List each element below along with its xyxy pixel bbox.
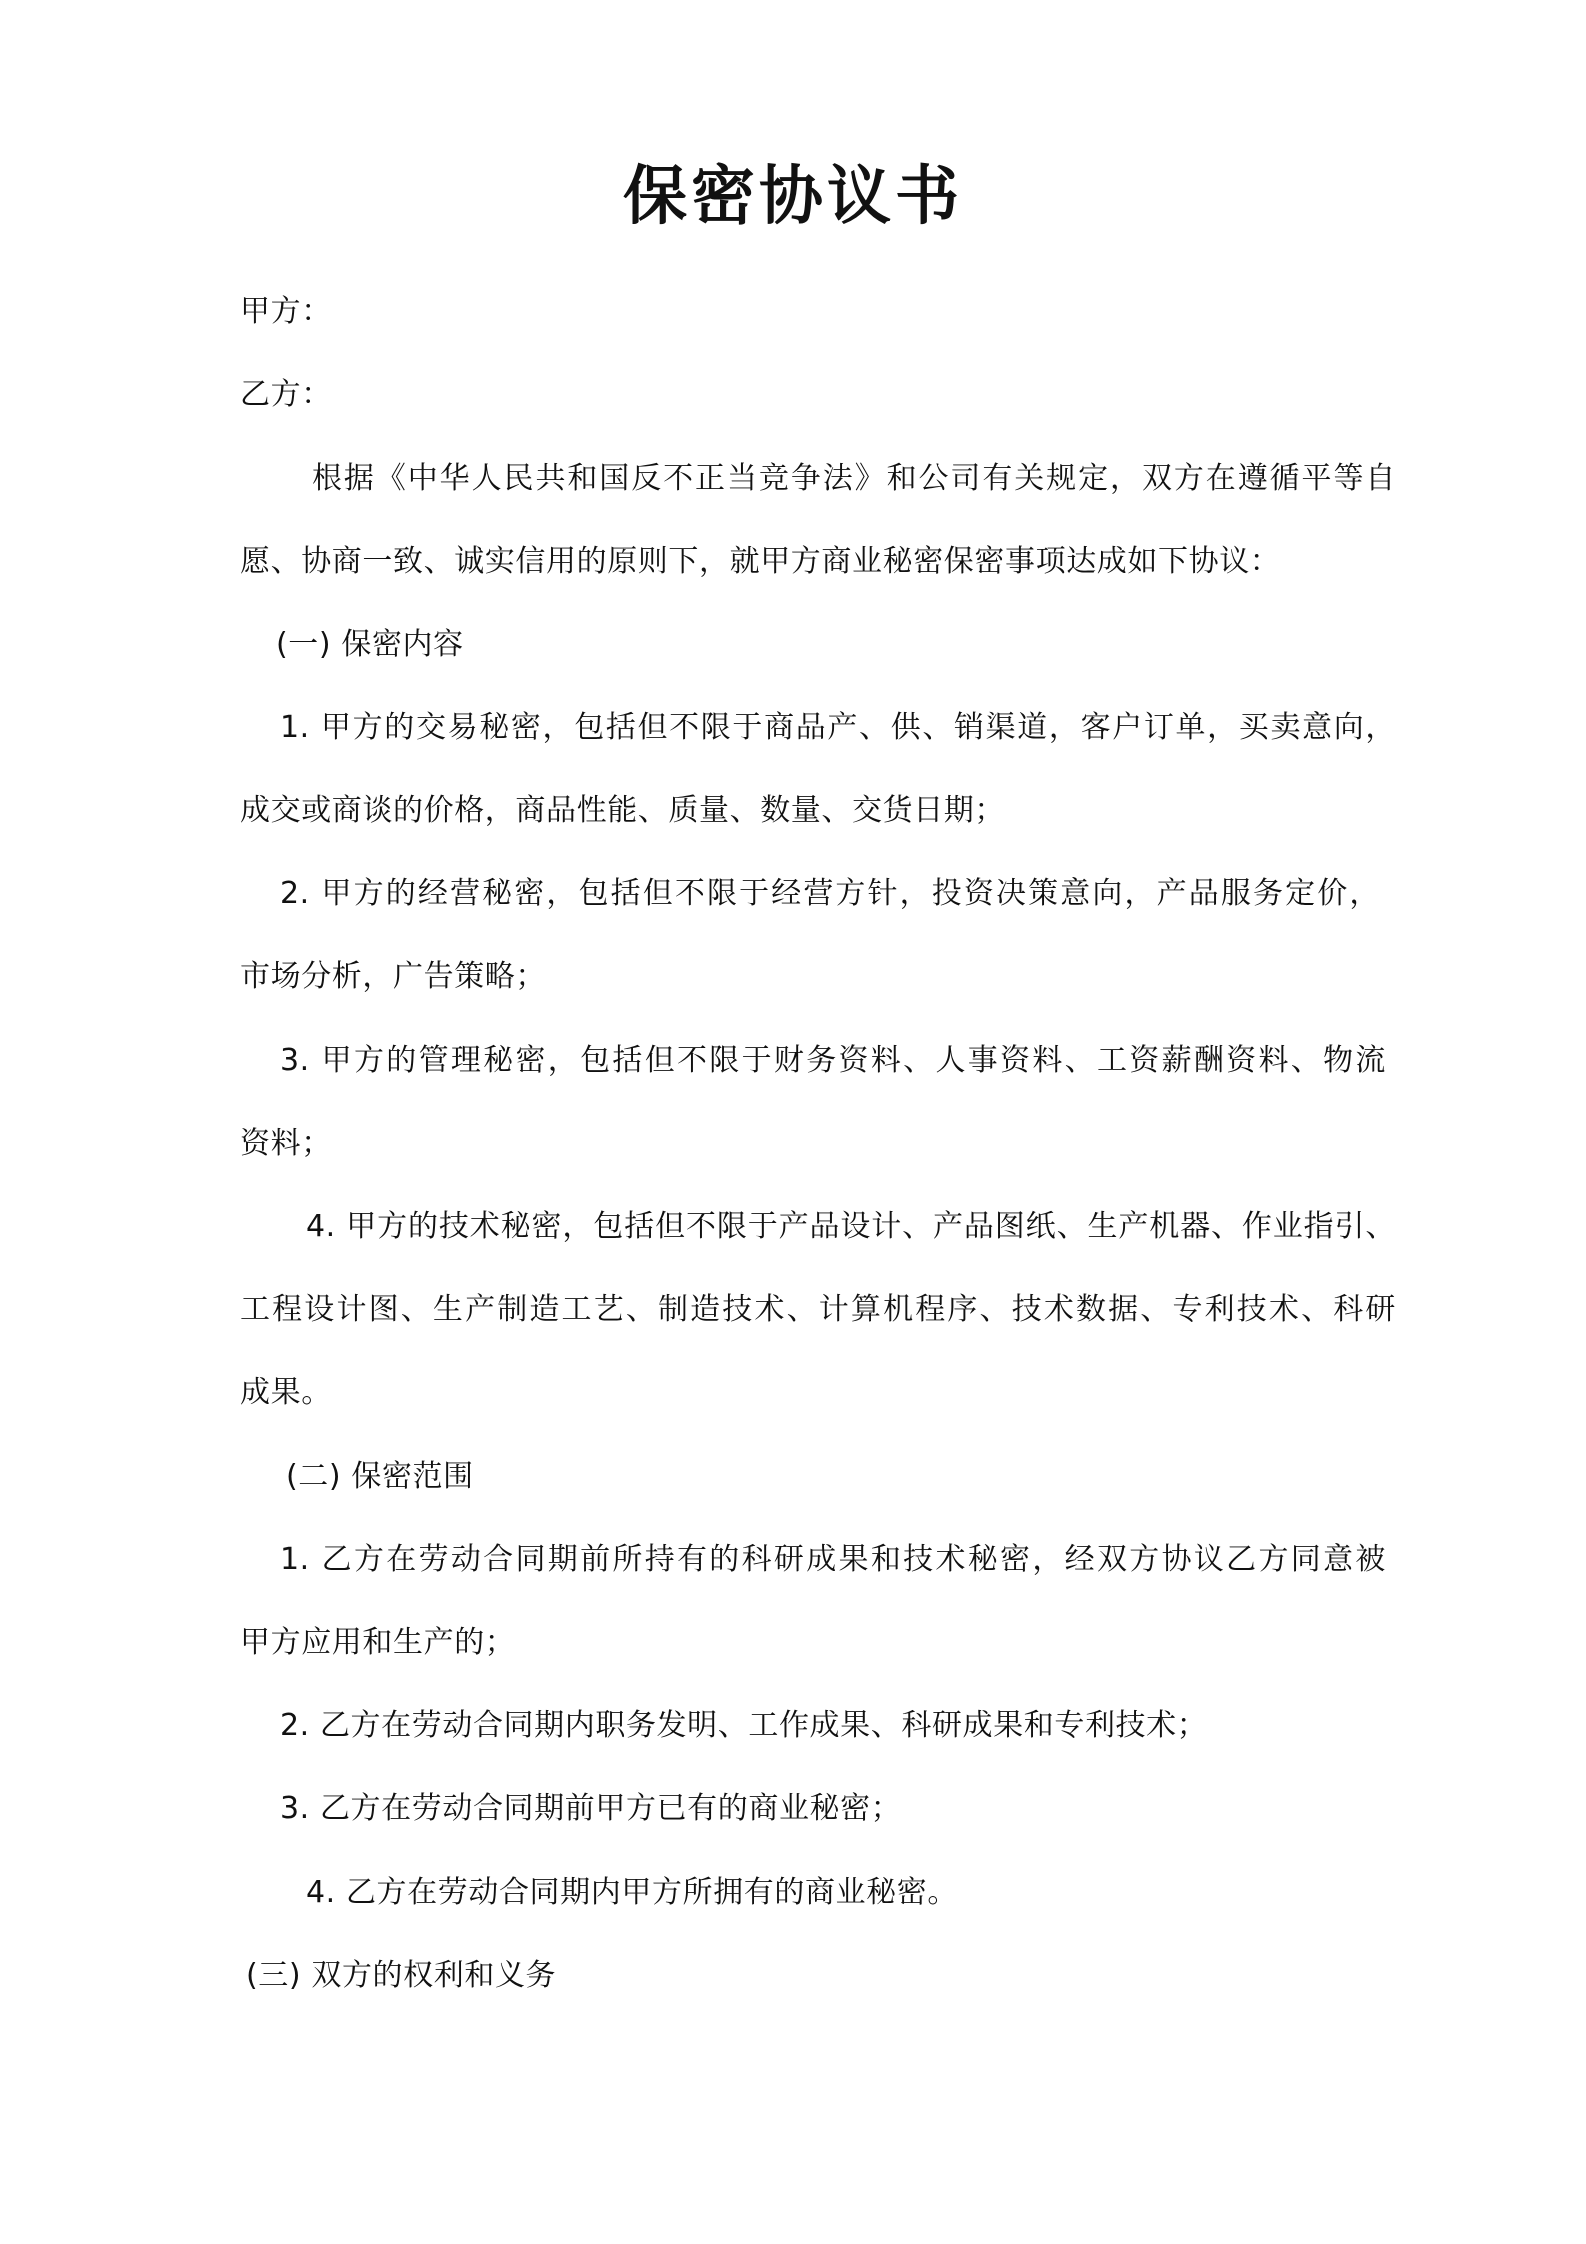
section-1-heading: (一) 保密内容 — [276, 627, 464, 662]
intro-paragraph-line-1: 根据《中华人民共和国反不正当竞争法》和公司有关规定，双方在遵循平等自 — [312, 461, 1396, 496]
section-2-item-1-line-2: 甲方应用和生产的； — [240, 1625, 516, 1660]
section-1-item-3-line-2: 资料； — [240, 1126, 332, 1161]
section-1-item-3-line-1: 3. 甲方的管理秘密，包括但不限于财务资料、人事资料、工资薪酬资料、物流 — [280, 1043, 1386, 1078]
section-1-item-1-line-2: 成交或商谈的价格，商品性能、质量、数量、交货日期； — [240, 793, 1005, 828]
party-b-label: 乙方： — [240, 377, 332, 412]
section-2-item-2: 2. 乙方在劳动合同期内职务发明、工作成果、科研成果和专利技术； — [280, 1708, 1208, 1743]
section-1-item-1-line-1: 1. 甲方的交易秘密，包括但不限于商品产、供、销渠道，客户订单，买卖意向， — [280, 710, 1396, 745]
party-a-label: 甲方： — [240, 294, 332, 329]
section-1-item-2-line-1: 2. 甲方的经营秘密，包括但不限于经营方针，投资决策意向，产品服务定价， — [280, 876, 1380, 911]
section-2-item-1-line-1: 1. 乙方在劳动合同期前所持有的科研成果和技术秘密，经双方协议乙方同意被 — [280, 1542, 1386, 1577]
section-1-item-2-line-2: 市场分析，广告策略； — [240, 959, 546, 994]
section-2-item-3: 3. 乙方在劳动合同期前甲方已有的商业秘密； — [280, 1791, 902, 1826]
section-3-heading: (三) 双方的权利和义务 — [246, 1958, 557, 1993]
section-2-heading: (二) 保密范围 — [286, 1459, 474, 1494]
section-2-item-4: 4. 乙方在劳动合同期内甲方所拥有的商业秘密。 — [306, 1875, 958, 1910]
section-1-item-4-line-2: 工程设计图、生产制造工艺、制造技术、计算机程序、技术数据、专利技术、科研 — [240, 1292, 1396, 1327]
intro-paragraph-line-2: 愿、协商一致、诚实信用的原则下，就甲方商业秘密保密事项达成如下协议： — [240, 544, 1281, 579]
section-1-item-4-line-1: 4. 甲方的技术秘密，包括但不限于产品设计、产品图纸、生产机器、作业指引、 — [306, 1209, 1396, 1244]
document-title: 保密协议书 — [623, 160, 963, 234]
section-1-item-4-line-3: 成果。 — [240, 1375, 332, 1410]
